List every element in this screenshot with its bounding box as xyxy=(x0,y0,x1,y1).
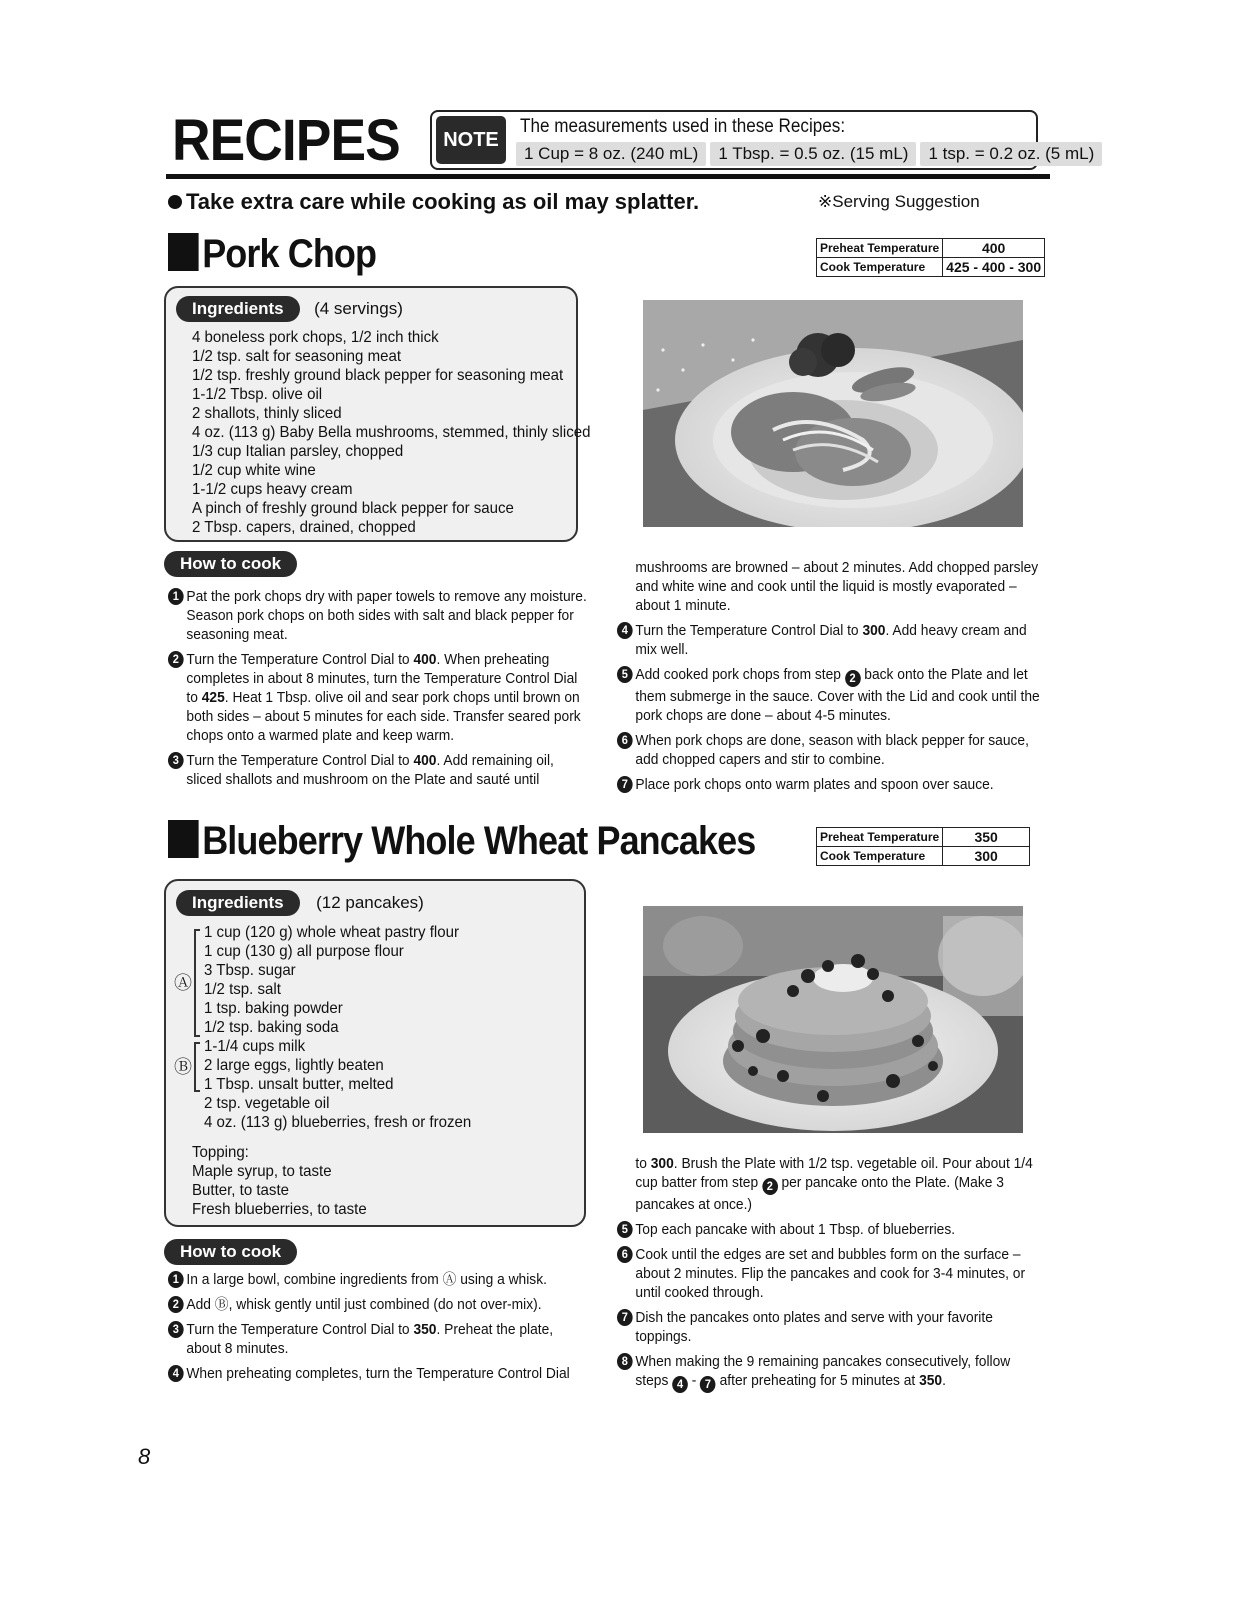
pork-chop-title-text: Pork Chop xyxy=(202,232,377,276)
step-number-4-icon: 4 xyxy=(168,1365,184,1382)
step-8: 8 When making the 9 remaining pancakes consecutively, follow steps 4 - 7 after preheating for 5 minutes at 350. xyxy=(617,1352,1040,1393)
pork-chop-title xyxy=(168,233,376,274)
pork-chop-ingredients-box xyxy=(164,286,591,542)
step-3: 3 Turn the Temperature Control Dial to 350. Preheat the plate, about 8 minutes. xyxy=(168,1320,591,1358)
step-4: 4 Turn the Temperature Control Dial to 300. Add heavy cream and mix well. xyxy=(617,621,1040,659)
page-title: RECIPES xyxy=(172,108,400,173)
step-ref-2-icon: 2 xyxy=(762,1178,778,1195)
list-item: Maple syrup, to taste xyxy=(192,1163,332,1180)
step-7: 7 Dish the pancakes onto plates and serve with your favorite toppings. xyxy=(617,1308,1040,1346)
list-item: 2 large eggs, lightly beaten xyxy=(204,1057,384,1074)
ingredients-label: Ingredients xyxy=(176,296,300,322)
pancakes-title-text: Blueberry Whole Wheat Pancakes xyxy=(202,819,756,863)
step-number-1-icon: 1 xyxy=(168,588,184,605)
list-item: 1/2 tsp. baking soda xyxy=(204,1019,339,1036)
note-units xyxy=(516,142,1102,166)
ingredient-list xyxy=(204,923,471,1132)
topping-list xyxy=(192,1143,367,1219)
list-item: 4 oz. (113 g) blueberries, fresh or frozen xyxy=(204,1114,472,1131)
list-item: Fresh blueberries, to taste xyxy=(192,1201,367,1218)
serving-suggestion: ※Serving Suggestion xyxy=(818,192,980,211)
oil-warning xyxy=(168,189,699,215)
list-item: 2 Tbsp. capers, drained, chopped xyxy=(192,519,416,536)
step-2: 2 Add Ⓑ, whisk gently until just combined (do not over-mix). xyxy=(168,1295,591,1314)
step-number-1-icon: 1 xyxy=(168,1271,184,1288)
list-item: 2 tsp. vegetable oil xyxy=(204,1095,330,1112)
list-item: 1-1/2 Tbsp. olive oil xyxy=(192,386,323,403)
step-4-continued: to 300. Brush the Plate with 1/2 tsp. vegetable oil. Pour about 1/4 cup batter from step 2 per pancake onto the Plate. (Make 3 pancakes at once.) xyxy=(635,1155,1033,1213)
pork-chop-temp-table xyxy=(816,238,1045,277)
how-to-cook-label: How to cook xyxy=(164,551,297,577)
cook-value: 300 xyxy=(943,847,1030,866)
list-item: 4 oz. (113 g) Baby Bella mushrooms, stemmed, thinly sliced xyxy=(192,424,591,441)
pancakes-steps-left xyxy=(168,1270,591,1389)
note-text: The measurements used in these Recipes: xyxy=(520,116,846,137)
step-number-3-icon: 3 xyxy=(168,752,184,769)
step-ref-2-icon: 2 xyxy=(845,670,861,687)
measurement-note xyxy=(430,110,1095,170)
pancakes-steps-right xyxy=(617,1154,1040,1399)
list-item: Butter, to taste xyxy=(192,1182,289,1199)
group-a-mark: Ⓐ xyxy=(174,973,192,993)
step-number-7-icon: 7 xyxy=(617,776,633,793)
step-number-5-icon: 5 xyxy=(617,1221,633,1238)
pancakes-temp-table xyxy=(816,827,1030,866)
list-item: 1 tsp. baking powder xyxy=(204,1000,343,1017)
list-item: 2 shallots, thinly sliced xyxy=(192,405,342,422)
topping-label: Topping: xyxy=(192,1144,249,1161)
list-item: 1/2 cup white wine xyxy=(192,462,316,479)
list-item: 4 boneless pork chops, 1/2 inch thick xyxy=(192,329,439,346)
step-number-6-icon: 6 xyxy=(617,1246,633,1263)
preheat-label: Preheat Temperature xyxy=(817,828,943,847)
step-3: 3 Turn the Temperature Control Dial to 400. Add remaining oil, sliced shallots and mushroom on the Plate and sauté until xyxy=(168,751,591,789)
pancakes-title xyxy=(168,820,755,861)
list-item: 1 cup (130 g) all purpose flour xyxy=(204,943,404,960)
list-item: 1/3 cup Italian parsley, chopped xyxy=(192,443,404,460)
step-number-4-icon: 4 xyxy=(617,622,633,639)
header-rule xyxy=(166,174,1050,179)
list-item: 1 cup (120 g) whole wheat pastry flour xyxy=(204,924,459,941)
pork-chop-photo xyxy=(643,300,1023,527)
list-item: 1/2 tsp. salt for seasoning meat xyxy=(192,348,402,365)
step-5: 5 Top each pancake with about 1 Tbsp. of blueberries. xyxy=(617,1220,1040,1239)
step-2: 2 Turn the Temperature Control Dial to 400. When preheating completes in about 8 minutes, turn the Temperature Control Dial to 425. Heat 1 Tbsp. olive oil and sear pork chops until brown on both sides – about 5 minutes for each side. Transfer seared pork chops onto a warmed plate and keep warm. xyxy=(168,650,591,745)
list-item: 1-1/2 cups heavy cream xyxy=(192,481,353,498)
step-number-5-icon: 5 xyxy=(617,666,633,683)
preheat-value: 400 xyxy=(943,239,1045,258)
square-bullet-icon xyxy=(168,820,199,858)
step-number-2-icon: 2 xyxy=(168,1296,184,1313)
step-6: 6 Cook until the edges are set and bubbles form on the surface – about 2 minutes. Flip the pancakes and cook for 3-4 minutes, or until cooked through. xyxy=(617,1245,1040,1302)
unit-tbsp: 1 Tbsp. = 0.5 oz. (15 mL) xyxy=(710,142,916,166)
cook-label: Cook Temperature xyxy=(817,258,943,277)
list-item: A pinch of freshly ground black pepper for sauce xyxy=(192,500,514,517)
list-item: 1/2 tsp. freshly ground black pepper for seasoning meat xyxy=(192,367,564,384)
servings: (4 servings) xyxy=(314,299,403,318)
pancakes-illustration xyxy=(643,906,1023,1133)
step-3-continued: mushrooms are browned – about 2 minutes. Add chopped parsley and white wine and cook until the liquid is mostly evaporated – about 1 minute. xyxy=(635,559,1039,614)
group-b-mark: Ⓑ xyxy=(174,1057,192,1077)
note-label: NOTE xyxy=(436,116,506,164)
list-item: 1/2 tsp. salt xyxy=(204,981,281,998)
group-a-bracket xyxy=(194,929,200,1037)
step-number-6-icon: 6 xyxy=(617,732,633,749)
square-bullet-icon xyxy=(168,233,199,271)
cook-label: Cook Temperature xyxy=(817,847,943,866)
how-to-cook-label: How to cook xyxy=(164,1239,297,1265)
page-number: 8 xyxy=(138,1444,151,1469)
servings: (12 pancakes) xyxy=(316,893,424,912)
step-1: 1 Pat the pork chops dry with paper towels to remove any moisture. Season pork chops on both sides with salt and black pepper for seasoning meat. xyxy=(168,587,591,644)
pork-chop-illustration xyxy=(643,300,1023,527)
ingredient-list xyxy=(192,328,590,537)
warning-text: Take extra care while cooking as oil may splatter. xyxy=(186,189,700,214)
group-b-bracket xyxy=(194,1042,200,1092)
pork-chop-steps-right xyxy=(617,558,1040,800)
step-7: 7 Place pork chops onto warm plates and spoon over sauce. xyxy=(617,775,1040,794)
step-number-7-icon: 7 xyxy=(617,1309,633,1326)
unit-cup: 1 Cup = 8 oz. (240 mL) xyxy=(516,142,706,166)
list-item: 1-1/4 cups milk xyxy=(204,1038,306,1055)
pancakes-ingredients-box xyxy=(164,879,586,1227)
step-1: 1 In a large bowl, combine ingredients from Ⓐ using a whisk. xyxy=(168,1270,591,1289)
pancakes-photo xyxy=(643,906,1023,1133)
preheat-label: Preheat Temperature xyxy=(817,239,943,258)
step-number-8-icon: 8 xyxy=(617,1353,633,1370)
step-ref-7-icon: 7 xyxy=(700,1376,716,1393)
list-item: 1 Tbsp. unsalt butter, melted xyxy=(204,1076,394,1093)
step-5: 5 Add cooked pork chops from step 2 back onto the Plate and let them submerge in the sauce. Cover with the Lid and cook until the pork chops are done – about 4-5 minutes. xyxy=(617,665,1040,725)
unit-tsp: 1 tsp. = 0.2 oz. (5 mL) xyxy=(920,142,1102,166)
step-4: 4 When preheating completes, turn the Temperature Control Dial xyxy=(168,1364,591,1383)
step-ref-4-icon: 4 xyxy=(672,1376,688,1393)
pork-chop-steps-left xyxy=(168,587,591,795)
step-number-2-icon: 2 xyxy=(168,651,184,668)
step-number-3-icon: 3 xyxy=(168,1321,184,1338)
step-6: 6 When pork chops are done, season with black pepper for sauce, add chopped capers and stir to combine. xyxy=(617,731,1040,769)
bullet-icon xyxy=(168,195,182,209)
ingredients-label: Ingredients xyxy=(176,890,300,916)
preheat-value: 350 xyxy=(943,828,1030,847)
list-item: 3 Tbsp. sugar xyxy=(204,962,296,979)
cook-value: 425 - 400 - 300 xyxy=(943,258,1045,277)
